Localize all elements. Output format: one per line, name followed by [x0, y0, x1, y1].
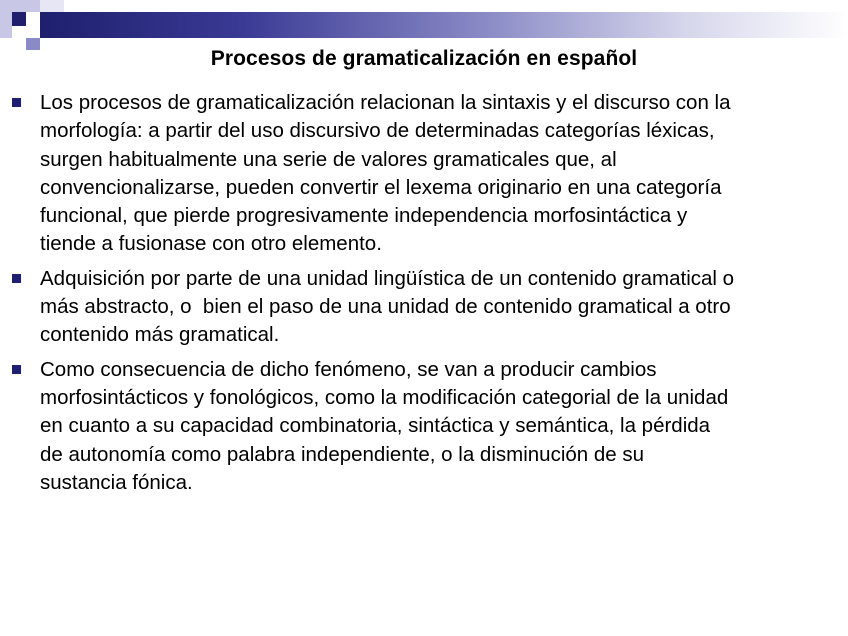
bullet-line: morfosintácticos y fonológicos, como la modificación categorial de la unidad	[40, 385, 729, 409]
square-bullet-icon	[12, 98, 21, 107]
bullet-line: Como consecuencia de dicho fenómeno, se van a producir cambios	[40, 357, 657, 381]
bullet-list	[12, 89, 842, 503]
bullet-line: sustancia fónica.	[40, 470, 193, 494]
bullet-line: contenido más gramatical.	[40, 323, 280, 347]
bullet-item-2	[12, 265, 842, 350]
square-bullet-icon	[12, 274, 21, 283]
decoration-square	[12, 12, 26, 26]
bullet-line: en cuanto a su capacidad combinatoria, sintáctica y semántica, la pérdida	[40, 414, 711, 438]
bullet-line: convencionalizarse, pueden convertir el lexema originario en una categoría	[40, 175, 722, 199]
bullet-line: Adquisición por parte de una unidad lingüística de un contenido gramatical o	[40, 266, 735, 290]
bullet-item-3	[12, 356, 842, 497]
bullet-line: más abstracto, o bien el paso de una unidad de contenido gramatical a otro	[40, 295, 731, 319]
bullet-item-1	[12, 89, 842, 259]
decoration-square	[0, 12, 12, 38]
bullet-line: Los procesos de gramaticalización relacionan la sintaxis y el discurso con la	[40, 91, 731, 114]
bullet-line: de autonomía como palabra independiente, o la disminución de su	[40, 442, 645, 466]
header-gradient-bar	[40, 12, 848, 38]
decoration-square	[40, 0, 64, 12]
decoration-square	[0, 0, 40, 12]
square-bullet-icon	[12, 365, 21, 374]
header-decoration-squares	[0, 0, 70, 50]
bullet-line: morfología: a partir del uso discursivo de determinadas categorías léxicas,	[40, 119, 715, 143]
bullet-line: surgen habitualmente una serie de valores gramaticales que, al	[40, 147, 617, 171]
bullet-line: tiende a fusionase con otro elemento.	[40, 232, 382, 256]
decoration-square	[26, 26, 40, 38]
bullet-line: funcional, que pierde progresivamente independencia morfosintáctica y	[40, 204, 688, 228]
slide-title: Procesos de gramaticalización en español	[210, 47, 638, 70]
